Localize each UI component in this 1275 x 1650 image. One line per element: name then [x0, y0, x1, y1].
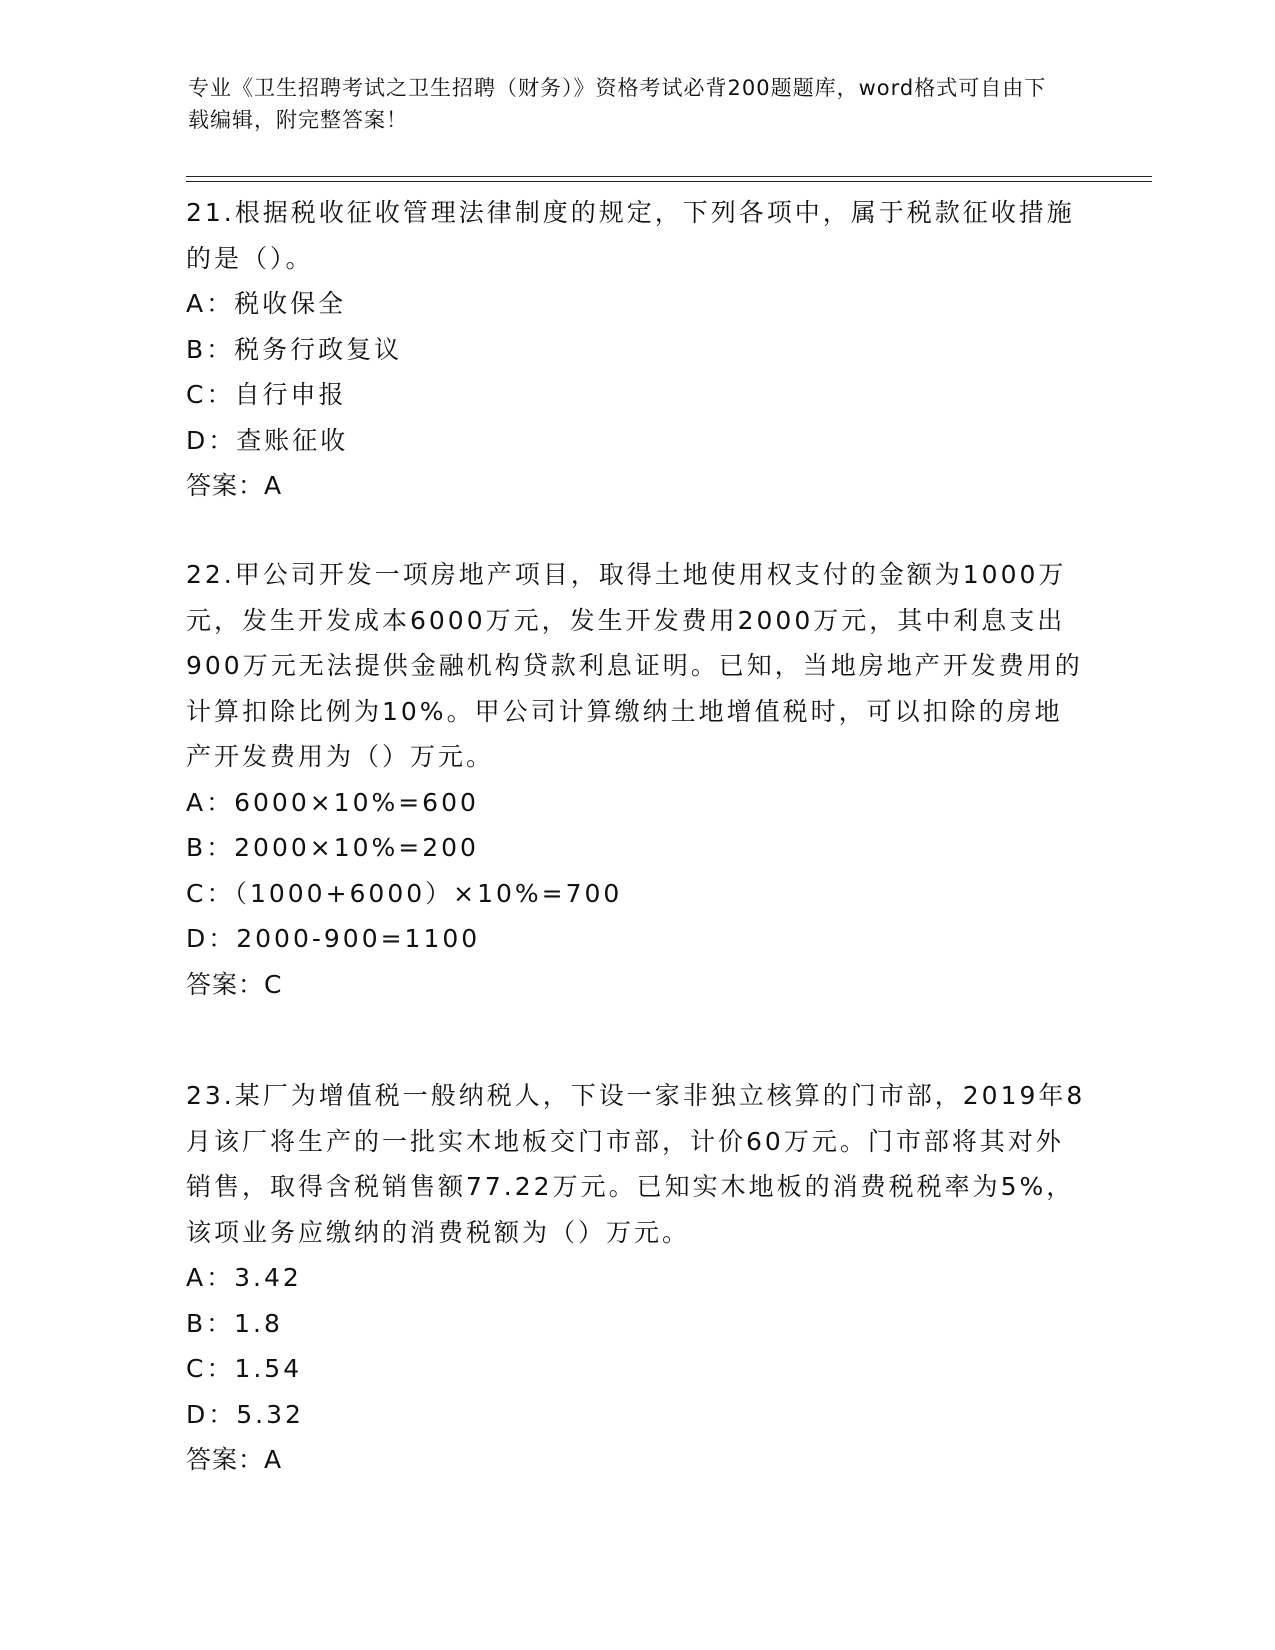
header-divider-bottom	[186, 181, 1152, 182]
option-b: B：1.8	[186, 1308, 283, 1338]
answer: 答案：A	[186, 1445, 283, 1474]
header-divider-top	[186, 176, 1152, 177]
option-c: C：1.54	[186, 1354, 303, 1383]
option-a: A：税收保全	[186, 289, 347, 318]
answer: 答案：A	[186, 471, 283, 500]
option-a: A：3.42	[186, 1263, 302, 1292]
question-23	[186, 1073, 1086, 1483]
option-c: C：自行申报	[186, 380, 347, 409]
option-b: B：2000×10%=200	[186, 833, 479, 862]
option-d: D：2000-900=1100	[186, 924, 481, 953]
question-stem: 21.根据税收征收管理法律制度的规定，下列各项中，属于税款征收措施的是（）。	[186, 198, 1075, 273]
option-d: D：5.32	[186, 1399, 304, 1429]
option-d: D：查账征收	[186, 425, 349, 455]
document-header: 专业《卫生招聘考试之卫生招聘（财务）》资格考试必背200题题库，word格式可自由下载编辑，附完整答案！	[188, 76, 1047, 132]
question-21	[186, 190, 1086, 509]
question-stem: 22.甲公司开发一项房地产项目，取得土地使用权支付的金额为1000万元，发生开发成本6000万元，发生开发费用2000万元，其中利息支出900万元无法提供金融机构贷款利息证明。已知，当地房地产开发费用的计算扣除比例为10%。甲公司计算缴纳土地增值税时，可以扣除的房地产开发费用为（）万元。	[186, 560, 1083, 771]
question-stem: 23.某厂为增值税一般纳税人，下设一家非独立核算的门市部，2019年8月该厂将生产的一批实木地板交门市部，计价60万元。门市部将其对外销售，取得含税销售额77.22万元。已知实木地板的消费税税率为5%，该项业务应缴纳的消费税额为（）万元。	[186, 1081, 1086, 1247]
option-c: C：（1000+6000）×10%=700	[186, 878, 623, 908]
option-b: B：税务行政复议	[186, 334, 403, 364]
question-22	[186, 552, 1086, 1007]
answer: 答案：C	[186, 969, 283, 999]
option-a: A：6000×10%=600	[186, 787, 479, 817]
